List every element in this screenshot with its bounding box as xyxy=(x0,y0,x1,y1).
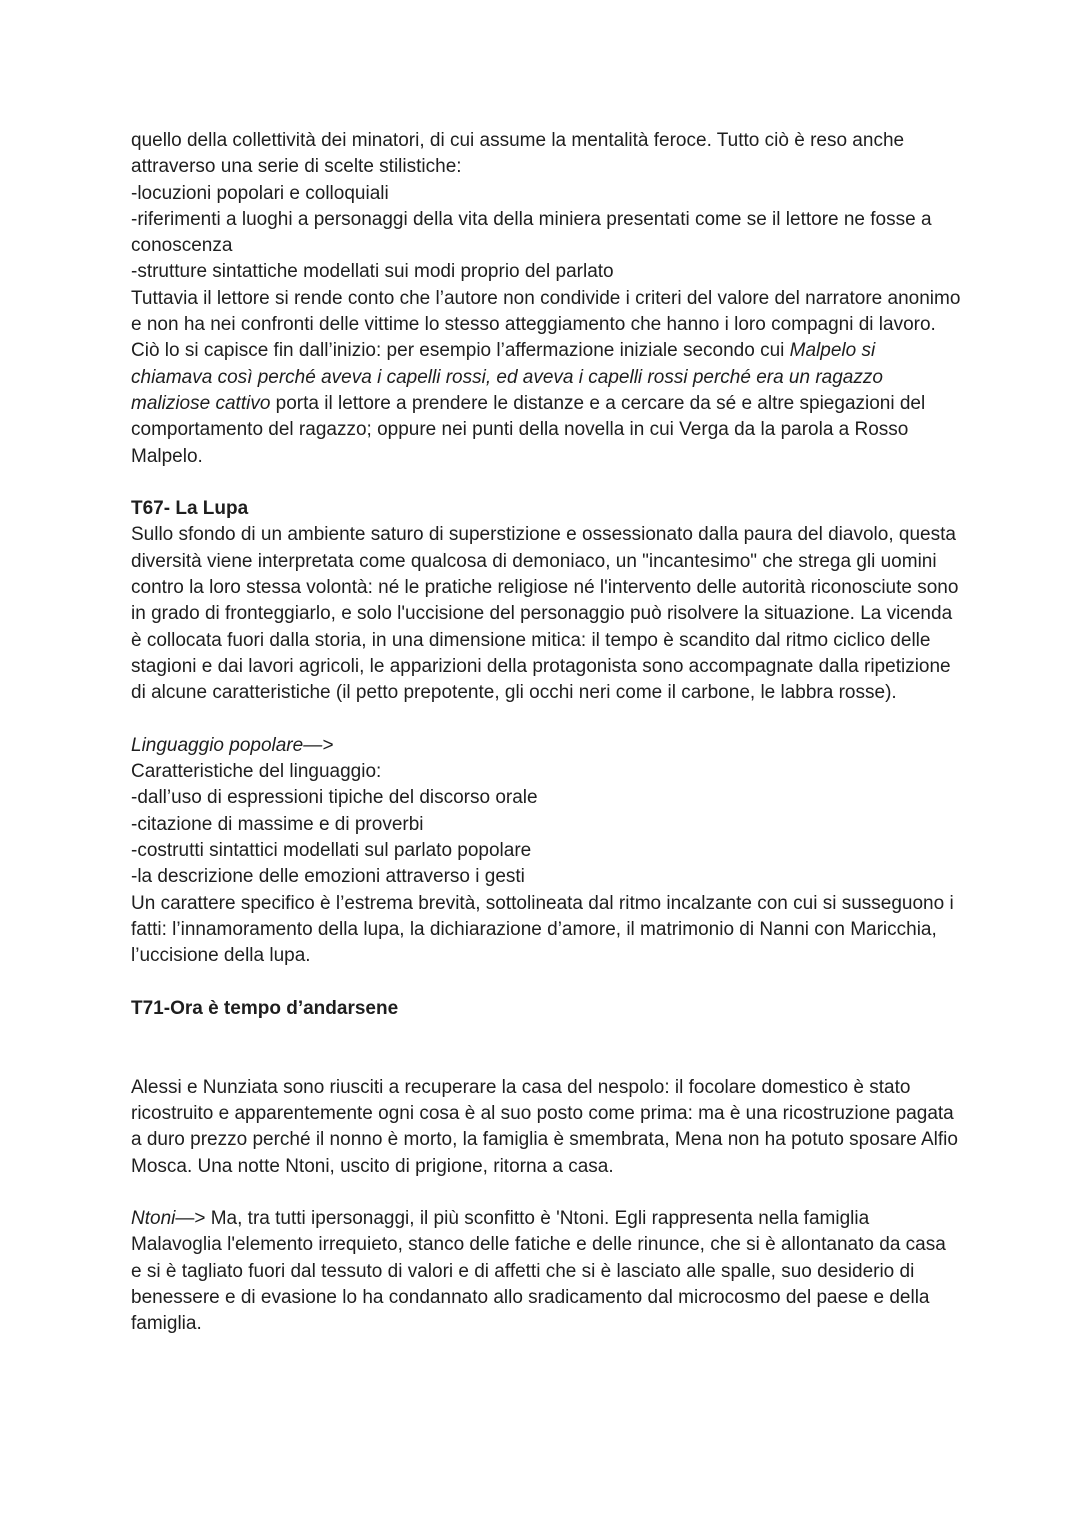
lupa-list-item: -la descrizione delle emozioni attraverso i gesti xyxy=(131,866,525,888)
intro-list-item: -locuzioni popolari e colloquiali xyxy=(131,182,389,204)
intro-paragraph-1: quello della collettività dei minatori, di cui assume la mentalità feroce. Tutto ciò è reso anche attraverso una serie di scelte stilistiche: xyxy=(131,130,905,178)
intro-paragraph-2: Tuttavia il lettore si rende conto che l’autore non condivide i criteri del valore del narratore anonimo e non ha nei confronti delle vittime lo stesso atteggiamento che hanno i loro compagni di lavoro. xyxy=(131,287,961,336)
intro-p3-quote: Malpelo si chiamava così perché aveva i capelli rossi, ed aveva i capelli rossi perché era un ragazzo maliziose cattivo xyxy=(131,340,883,414)
section-title-ora: T71-Ora è tempo d’andarsene xyxy=(131,997,399,1019)
lupa-list-item: -citazione di massime e di proverbi xyxy=(131,813,424,835)
lupa-language-heading: Linguaggio popolare—> xyxy=(131,734,334,756)
ora-p2-name: Ntoni xyxy=(131,1208,176,1230)
ora-p2-text: —> Ma, tra tutti ipersonaggi, il più sconfitto è 'Ntoni. Egli rappresenta nella famiglia Malavoglia l'elemento irrequieto, stanco delle fatiche e delle rinunce, che si è allontanato da casa e si è tagliato fuori dal tessuto di valori e di affetti che si è lasciato alle spalle, suo desiderio di benessere e di evasione lo ha condannato allo sradicamento dal microcosmo del paese e della famiglia. xyxy=(131,1208,946,1335)
section-title-lupa: T67- La Lupa xyxy=(131,498,249,520)
intro-p3-start: Ciò lo si capisce fin dall’inizio: per esempio l’affermazione iniziale secondo cui xyxy=(131,340,790,362)
lupa-paragraph-2: Un carattere specifico è l’estrema brevità, sottolineata dal ritmo incalzante con cui si susseguono i fatti: l’innamoramento della lupa, la dichiarazione d’amore, il matrimonio di Nanni con Maricchia, l’uccisione della lupa. xyxy=(131,892,954,967)
lupa-list-item: -costrutti sintattici modellati sul parlato popolare xyxy=(131,840,532,862)
intro-list-item: -riferimenti a luoghi a personaggi della vita della miniera presentati come se il lettore ne fosse a conoscenza xyxy=(131,208,932,257)
intro-p3-end: porta il lettore a prendere le distanze e a cercare da sé e altre spiegazioni del comportamento del ragazzo; oppure nei punti della novella in cui Verga da la parola a Rosso Malpelo. xyxy=(131,392,926,467)
document-page xyxy=(131,128,961,1338)
lupa-language-subheading: Caratteristiche del linguaggio: xyxy=(131,761,382,783)
intro-paragraph-3 xyxy=(131,338,961,469)
ora-paragraph-1: Alessi e Nunziata sono riusciti a recuperare la casa del nespolo: il focolare domestico è stato ricostruito e apparentemente ogni cosa è al suo posto come prima: ma è una ricostruzione pagata a duro prezzo perché il nonno è morto, la famiglia è smembrata, Mena non ha potuto sposare Alfio Mosca. Una notte Ntoni, uscito di prigione, ritorna a casa. xyxy=(131,1076,958,1177)
ora-paragraph-2 xyxy=(131,1206,961,1337)
lupa-paragraph-1: Sullo sfondo di un ambiente saturo di superstizione e ossessionato dalla paura del diavolo, questa diversità viene interpretata come qualcosa di demoniaco, un "incantesimo" che strega gli uomini contro la loro stessa volontà: né le pratiche religiose né l'intervento delle autorità riconosciute sono in grado di fronteggiarlo, e solo l'uccisione del personaggio può risolvere la situazione. La vicenda è collocata fuori dalla storia, in una dimensione mitica: il tempo è scandito dal ritmo ciclico delle stagioni e dai lavori agricoli, le apparizioni della protagonista sono accompagnate dalla ripetizione di alcune caratteristiche (il petto prepotente, gli occhi neri come il carbone, le labbra rosse). xyxy=(131,524,959,704)
lupa-list-item: -dall’uso di espressioni tipiche del discorso orale xyxy=(131,787,538,809)
intro-list-item: -strutture sintattiche modellati sui modi proprio del parlato xyxy=(131,261,614,283)
